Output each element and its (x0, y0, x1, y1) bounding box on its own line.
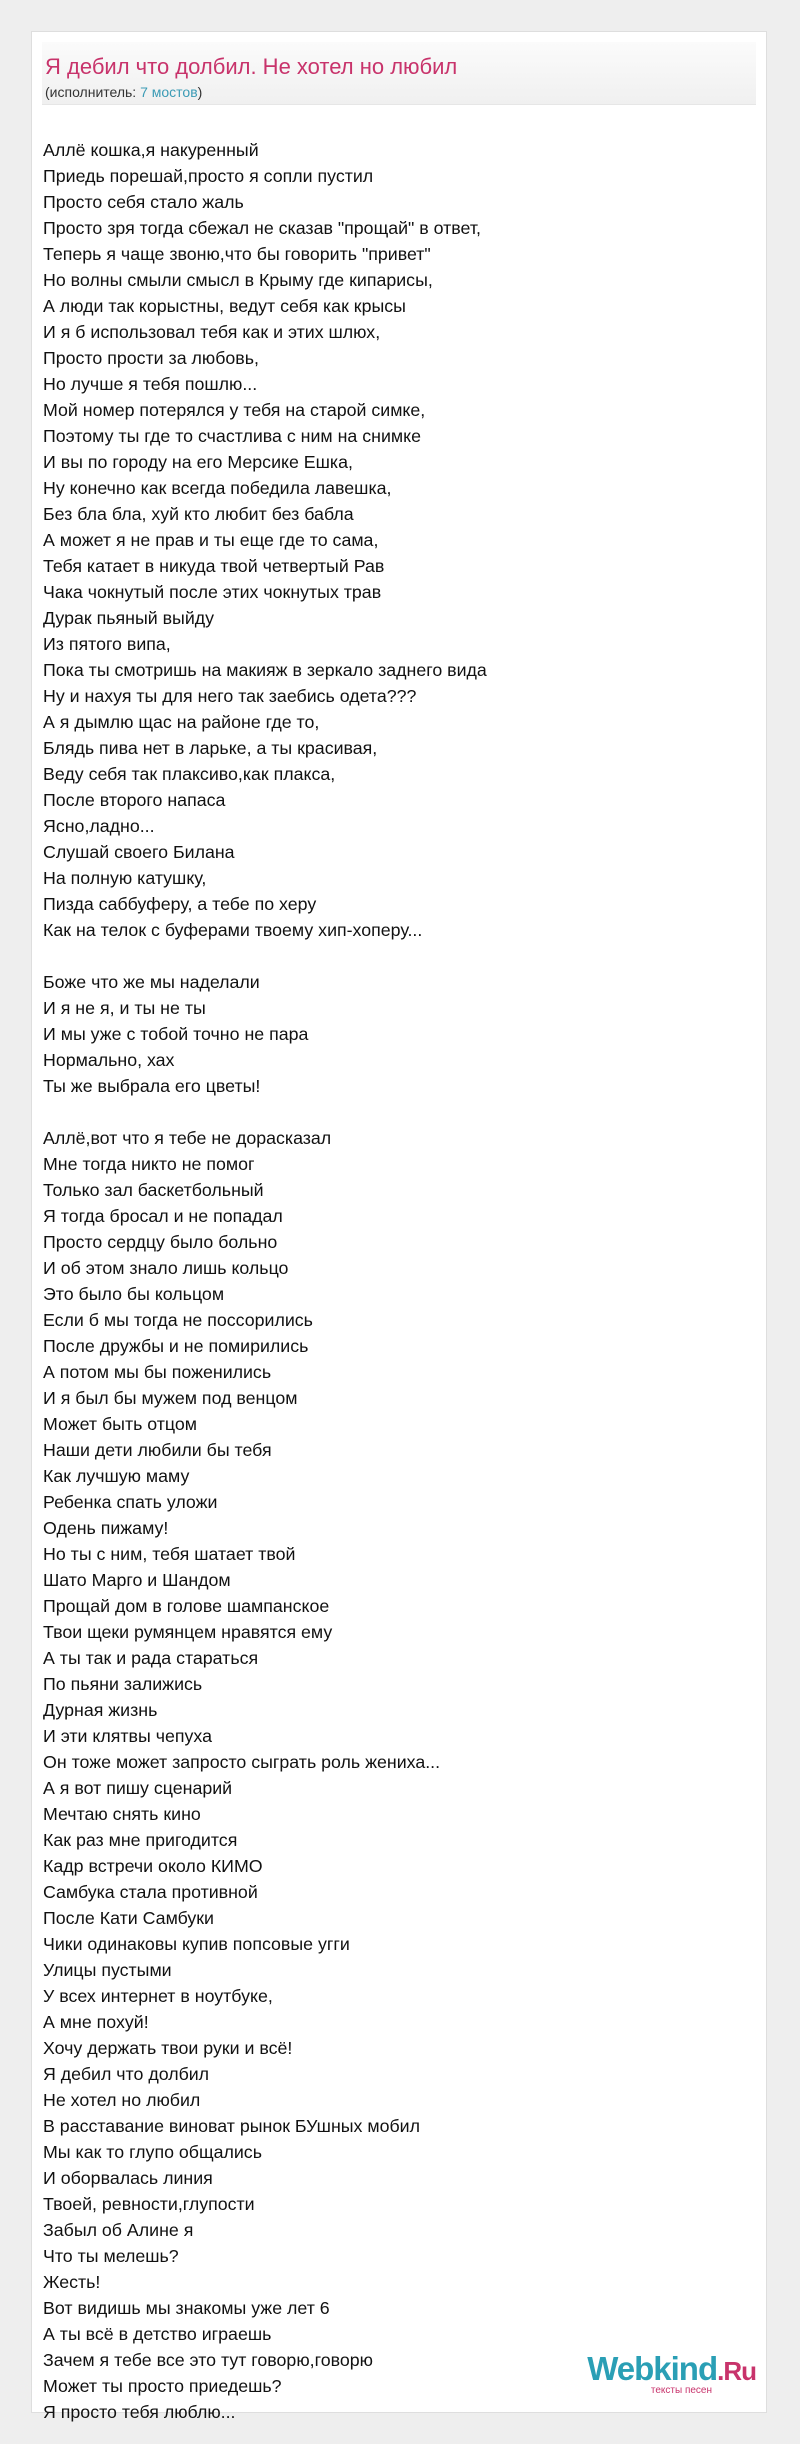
lyric-line: А я вот пишу сценарий (43, 1778, 233, 1798)
lyric-line: Это было бы кольцом (43, 1284, 225, 1304)
lyric-line: А я дымлю щас на районе где то, (43, 712, 320, 732)
artist-suffix: ) (197, 84, 203, 100)
lyric-line: Приедь порешай,просто я сопли пустил (43, 166, 374, 186)
lyric-line: Боже что же мы наделали (43, 972, 260, 992)
lyric-line: Теперь я чаще звоню,что бы говорить "привет" (43, 244, 431, 264)
lyric-line: По пьяни залижись (43, 1674, 203, 1694)
song-title: Я дебил что долбил. Не хотел но любил (45, 54, 458, 79)
lyric-line: Как на телок с буферами твоему хип-хоперу... (43, 920, 423, 940)
lyric-line: Блядь пива нет в ларьке, а ты красивая, (43, 738, 378, 758)
lyric-line: Что ты мелешь? (43, 2246, 179, 2266)
lyric-line: Твои щеки румянцем нравятся ему (43, 1622, 333, 1642)
lyric-line: Наши дети любили бы тебя (43, 1440, 272, 1460)
lyric-line: Поэтому ты где то счастлива с ним на снимке (43, 426, 421, 446)
lyric-line: Из пятого випа, (43, 634, 171, 654)
lyric-line: У всех интернет в ноутбуке, (43, 1986, 273, 2006)
lyric-line: Мой номер потерялся у тебя на старой симке, (43, 400, 426, 420)
lyric-line: Он тоже может запросто сыграть роль жениха... (43, 1752, 441, 1772)
lyric-line: Дурная жизнь (43, 1700, 158, 1720)
lyric-line: Слушай своего Билана (43, 842, 235, 862)
lyric-line: А ты всё в детство играешь (43, 2324, 272, 2344)
lyric-line: Если б мы тогда не поссорились (43, 1310, 313, 1330)
lyric-line: Ну и нахуя ты для него так заебись одета??? (43, 686, 417, 706)
lyric-line: Вот видишь мы знакомы уже лет 6 (43, 2298, 330, 2318)
logo-wordmark (587, 2352, 756, 2388)
lyric-line: Просто себя стало жаль (43, 192, 244, 212)
lyric-line: Самбука стала противной (43, 1882, 258, 1902)
lyric-line: Только зал баскетбольный (43, 1180, 264, 1200)
lyric-line: Твоей, ревности,глупости (43, 2194, 255, 2214)
lyric-line: Чики одинаковы купив попсовые угги (43, 1934, 350, 1954)
lyric-line: И я б использовал тебя как и этих шлюх, (43, 322, 381, 342)
stanza-break (43, 1099, 743, 1125)
lyric-line: Ну конечно как всегда победила лавешка, (43, 478, 392, 498)
lyric-line: Улицы пустыми (43, 1960, 172, 1980)
lyric-line: Я тогда бросал и не попадал (43, 1206, 283, 1226)
lyric-line: А может я не прав и ты еще где то сама, (43, 530, 379, 550)
lyric-line: Жесть! (43, 2272, 101, 2292)
logo-tld: .Ru (717, 2356, 756, 2386)
lyric-line: Прощай дом в голове шампанское (43, 1596, 330, 1616)
lyric-line: А мне похуй! (43, 2012, 149, 2032)
lyric-line: И об этом знало лишь кольцо (43, 1258, 289, 1278)
lyric-line: Нормально, хах (43, 1050, 175, 1070)
lyric-line: На полную катушку, (43, 868, 207, 888)
song-header (42, 42, 756, 105)
lyric-line: Аллё,вот что я тебе не дорасказал (43, 1128, 332, 1148)
lyric-line: Я просто тебя люблю... (43, 2402, 236, 2422)
lyric-line: Чака чокнутый после этих чокнутых трав (43, 582, 382, 602)
lyric-line: А потом мы бы поженились (43, 1362, 272, 1382)
lyric-line: И мы уже с тобой точно не пара (43, 1024, 309, 1044)
lyric-line: После второго напаса (43, 790, 226, 810)
lyric-line: И оборвалась линия (43, 2168, 213, 2188)
lyric-line: После Кати Самбуки (43, 1908, 214, 1928)
lyric-line: Аллё кошка,я накуренный (43, 140, 259, 160)
lyric-line: Мне тогда никто не помог (43, 1154, 255, 1174)
lyric-line: Но лучше я тебя пошлю... (43, 374, 258, 394)
lyric-line: Просто зря тогда сбежал не сказав "прощай" в ответ, (43, 218, 481, 238)
lyric-line: Веду себя так плаксиво,как плакса, (43, 764, 336, 784)
lyric-line: Ты же выбрала его цветы! (43, 1076, 261, 1096)
artist-prefix: (исполнитель: (45, 84, 141, 100)
lyric-line: Без бла бла, хуй кто любит без бабла (43, 504, 354, 524)
lyric-line: Дурак пьяный выйду (43, 608, 215, 628)
lyric-line: После дружбы и не помирились (43, 1336, 309, 1356)
lyric-line: Просто сердцу было больно (43, 1232, 278, 1252)
lyric-line: Одень пижаму! (43, 1518, 169, 1538)
lyrics-card (31, 31, 767, 2422)
lyric-line: Как лучшую маму (43, 1466, 190, 1486)
lyric-line: Может быть отцом (43, 1414, 198, 1434)
lyric-line: Как раз мне пригодится (43, 1830, 238, 1850)
lyric-line: В расставание виноват рынок БУшных мобил (43, 2116, 420, 2136)
lyric-line: Ясно,ладно... (43, 816, 155, 836)
lyric-line: Хочу держать твои руки и всё! (43, 2038, 293, 2058)
lyric-line: Мечтаю снять кино (43, 1804, 201, 1824)
lyric-line: Я дебил что долбил (43, 2064, 210, 2084)
lyric-line: Может ты просто приедешь? (43, 2376, 282, 2396)
lyric-line: Не хотел но любил (43, 2090, 201, 2110)
lyric-line: Забыл об Алине я (43, 2220, 194, 2240)
lyric-line: И вы по городу на его Мерсике Ешка, (43, 452, 353, 472)
lyric-line: Тебя катает в никуда твой четвертый Рав (43, 556, 385, 576)
lyric-line: И эти клятвы чепуха (43, 1726, 212, 1746)
lyric-line: Ребенка спать уложи (43, 1492, 218, 1512)
artist-link[interactable]: 7 мостов (140, 84, 198, 100)
lyric-line: А люди так корыстны, ведут себя как крысы (43, 296, 406, 316)
lyric-line: Шато Марго и Шандом (43, 1570, 231, 1590)
lyric-line: Но волны смыли смысл в Крыму где кипарисы, (43, 270, 433, 290)
stanza-break (43, 943, 743, 969)
lyric-line: Пока ты смотришь на макияж в зеркало заднего вида (43, 660, 487, 680)
lyric-line: Кадр встречи около КИМО (43, 1856, 263, 1876)
lyric-line: Пизда саббуферу, а тебе по херу (43, 894, 317, 914)
lyric-line: Но ты с ним, тебя шатает твой (43, 1544, 296, 1564)
lyric-line: Просто прости за любовь, (43, 348, 259, 368)
lyric-line: Мы как то глупо общались (43, 2142, 262, 2162)
artist-line (45, 84, 202, 100)
logo-main-text: Webkind (587, 2350, 718, 2387)
lyrics-body (43, 137, 743, 2425)
lyric-line: Зачем я тебе все это тут говорю,говорю (43, 2350, 373, 2370)
lyric-line: И я был бы мужем под венцом (43, 1388, 298, 1408)
logo-tagline: тексты песен (650, 2385, 712, 2396)
lyric-line: А ты так и рада стараться (43, 1648, 259, 1668)
webkind-logo[interactable] (578, 2350, 756, 2396)
lyric-line: И я не я, и ты не ты (43, 998, 206, 1018)
